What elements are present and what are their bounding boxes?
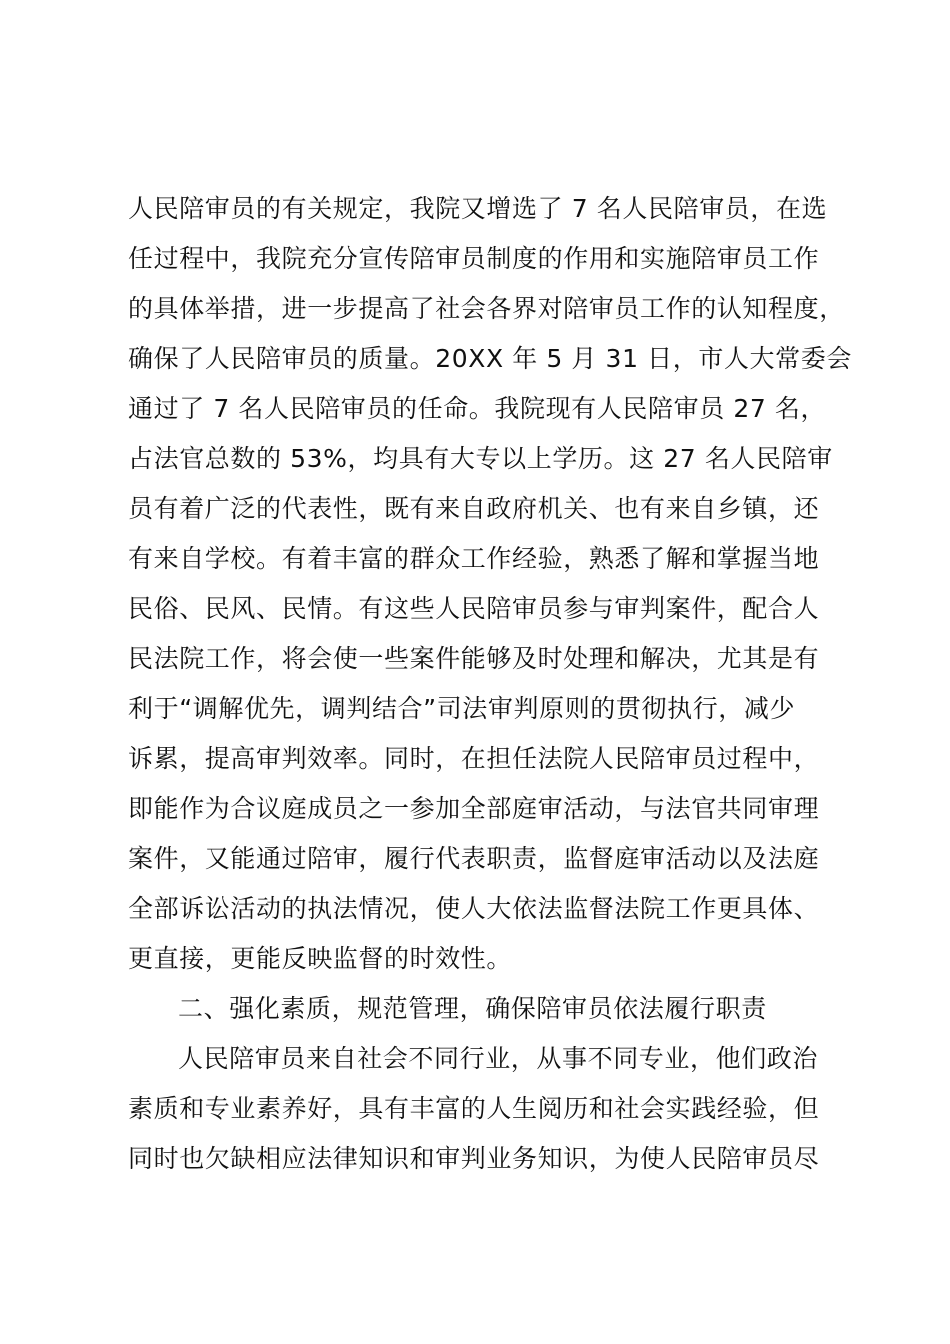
text-line: 人民陪审员的有关规定，我院又增选了 7 名人民陪审员，在选 (128, 194, 828, 223)
text-line: 即能作为合议庭成员之一参加全部庭审活动，与法官共同审理 (128, 794, 820, 823)
paragraph-jurors-training (128, 1034, 858, 1184)
text-line: 确保了人民陪审员的质量。20XX 年 5 月 31 日，市人大常委会 (128, 344, 852, 373)
paragraph-jurors-selection (128, 184, 858, 984)
section-heading: 二、强化素质，规范管理，确保陪审员依法履行职责 (178, 994, 767, 1023)
text-line: 民法院工作，将会使一些案件能够及时处理和解决，尤其是有 (128, 644, 820, 673)
text-line: 民俗、民风、民情。有这些人民陪审员参与审判案件，配合人 (128, 594, 820, 623)
text-line: 案件，又能通过陪审，履行代表职责，监督庭审活动以及法庭 (128, 844, 820, 873)
text-line: 的具体举措，进一步提高了社会各界对陪审员工作的认知程度， (128, 294, 845, 323)
text-line: 占法官总数的 53%，均具有大专以上学历。这 27 名人民陪审 (128, 444, 833, 473)
text-line: 同时也欠缺相应法律知识和审判业务知识，为使人民陪审员尽 (128, 1144, 820, 1173)
text-line: 更直接，更能反映监督的时效性。 (128, 944, 513, 973)
text-line: 通过了 7 名人民陪审员的任命。我院现有人民陪审员 27 名， (128, 394, 827, 423)
text-line: 人民陪审员来自社会不同行业，从事不同专业，他们政治 (178, 1044, 819, 1073)
text-line: 员有着广泛的代表性，既有来自政府机关、也有来自乡镇，还 (128, 494, 820, 523)
text-line: 利于“调解优先，调判结合”司法审判原则的贯彻执行，减少 (128, 694, 796, 723)
text-line: 诉累，提高审判效率。同时，在担任法院人民陪审员过程中， (128, 744, 820, 773)
text-line: 任过程中，我院充分宣传陪审员制度的作用和实施陪审员工作 (128, 244, 820, 273)
text-line: 素质和专业素养好，具有丰富的人生阅历和社会实践经验，但 (128, 1094, 820, 1123)
text-line: 有来自学校。有着丰富的群众工作经验，熟悉了解和掌握当地 (128, 544, 820, 573)
document-body (128, 184, 858, 1184)
text-line: 全部诉讼活动的执法情况，使人大依法监督法院工作更具体、 (128, 894, 820, 923)
